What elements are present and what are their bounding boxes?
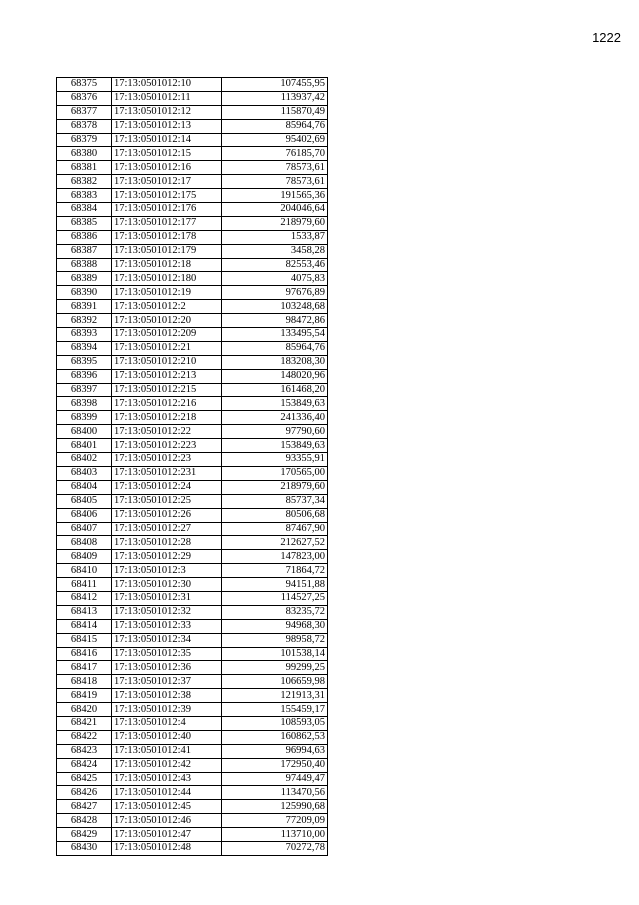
- cadastral-value-cell: 94968,30: [222, 619, 328, 633]
- row-number-cell: 68399: [57, 411, 112, 425]
- row-number-cell: 68386: [57, 230, 112, 244]
- table-row: [57, 619, 328, 633]
- table-row: [57, 466, 328, 480]
- cadastral-number-cell: 17:13:0501012:11: [112, 91, 222, 105]
- table-row: [57, 633, 328, 647]
- cadastral-value-cell: 87467,90: [222, 522, 328, 536]
- table-row: [57, 230, 328, 244]
- table-row: [57, 355, 328, 369]
- cadastral-number-cell: 17:13:0501012:46: [112, 814, 222, 828]
- row-number-cell: 68407: [57, 522, 112, 536]
- cadastral-number-cell: 17:13:0501012:30: [112, 578, 222, 592]
- cadastral-number-cell: 17:13:0501012:209: [112, 328, 222, 342]
- row-number-cell: 68424: [57, 758, 112, 772]
- row-number-cell: 68392: [57, 314, 112, 328]
- table-row: [57, 661, 328, 675]
- row-number-cell: 68398: [57, 397, 112, 411]
- row-number-cell: 68376: [57, 91, 112, 105]
- table-row: [57, 744, 328, 758]
- row-number-cell: 68390: [57, 286, 112, 300]
- cadastral-value-cell: 98958,72: [222, 633, 328, 647]
- row-number-cell: 68416: [57, 647, 112, 661]
- cadastral-value-cell: 148020,96: [222, 369, 328, 383]
- table-row: [57, 494, 328, 508]
- row-number-cell: 68427: [57, 800, 112, 814]
- cadastral-number-cell: 17:13:0501012:215: [112, 383, 222, 397]
- cadastral-value-cell: 99299,25: [222, 661, 328, 675]
- cadastral-number-cell: 17:13:0501012:43: [112, 772, 222, 786]
- cadastral-number-cell: 17:13:0501012:42: [112, 758, 222, 772]
- cadastral-value-cell: 113937,42: [222, 91, 328, 105]
- cadastral-value-cell: 212627,52: [222, 536, 328, 550]
- table-row: [57, 286, 328, 300]
- table-row: [57, 78, 328, 92]
- row-number-cell: 68389: [57, 272, 112, 286]
- row-number-cell: 68383: [57, 189, 112, 203]
- table-row: [57, 133, 328, 147]
- table-row: [57, 453, 328, 467]
- cadastral-number-cell: 17:13:0501012:39: [112, 703, 222, 717]
- row-number-cell: 68391: [57, 300, 112, 314]
- row-number-cell: 68413: [57, 605, 112, 619]
- table-row: [57, 397, 328, 411]
- cadastral-value-cell: 70272,78: [222, 841, 328, 855]
- cadastral-value-cell: 96994,63: [222, 744, 328, 758]
- row-number-cell: 68395: [57, 355, 112, 369]
- cadastral-value-cell: 153849,63: [222, 439, 328, 453]
- row-number-cell: 68382: [57, 175, 112, 189]
- cadastral-value-cell: 114527,25: [222, 591, 328, 605]
- cadastral-number-cell: 17:13:0501012:14: [112, 133, 222, 147]
- cadastral-number-cell: 17:13:0501012:218: [112, 411, 222, 425]
- cadastral-value-cell: 3458,28: [222, 244, 328, 258]
- cadastral-value-cell: 107455,95: [222, 78, 328, 92]
- row-number-cell: 68402: [57, 453, 112, 467]
- table-row: [57, 369, 328, 383]
- table-row: [57, 300, 328, 314]
- table-row: [57, 425, 328, 439]
- cadastral-value-cell: 76185,70: [222, 147, 328, 161]
- cadastral-number-cell: 17:13:0501012:29: [112, 550, 222, 564]
- table-row: [57, 536, 328, 550]
- table-row: [57, 189, 328, 203]
- cadastral-value-cell: 85964,76: [222, 341, 328, 355]
- cadastral-number-cell: 17:13:0501012:20: [112, 314, 222, 328]
- row-number-cell: 68421: [57, 716, 112, 730]
- cadastral-value-cell: 98472,86: [222, 314, 328, 328]
- cadastral-value-cell: 77209,09: [222, 814, 328, 828]
- table-row: [57, 216, 328, 230]
- cadastral-number-cell: 17:13:0501012:16: [112, 161, 222, 175]
- cadastral-number-cell: 17:13:0501012:37: [112, 675, 222, 689]
- cadastral-number-cell: 17:13:0501012:44: [112, 786, 222, 800]
- cadastral-number-cell: 17:13:0501012:3: [112, 564, 222, 578]
- cadastral-value-cell: 82553,46: [222, 258, 328, 272]
- table-row: [57, 314, 328, 328]
- cadastral-value-cell: 155459,17: [222, 703, 328, 717]
- row-number-cell: 68415: [57, 633, 112, 647]
- table-row: [57, 522, 328, 536]
- row-number-cell: 68404: [57, 480, 112, 494]
- table-row: [57, 480, 328, 494]
- row-number-cell: 68430: [57, 841, 112, 855]
- cadastral-number-cell: 17:13:0501012:33: [112, 619, 222, 633]
- cadastral-value-cell: 108593,05: [222, 716, 328, 730]
- cadastral-value-cell: 1533,87: [222, 230, 328, 244]
- cadastral-number-cell: 17:13:0501012:10: [112, 78, 222, 92]
- table-row: [57, 591, 328, 605]
- page-number: 1222: [592, 30, 621, 45]
- table-row: [57, 341, 328, 355]
- cadastral-number-cell: 17:13:0501012:179: [112, 244, 222, 258]
- cadastral-value-cell: 93355,91: [222, 453, 328, 467]
- cadastral-number-cell: 17:13:0501012:25: [112, 494, 222, 508]
- table-row: [57, 244, 328, 258]
- cadastral-number-cell: 17:13:0501012:4: [112, 716, 222, 730]
- row-number-cell: 68414: [57, 619, 112, 633]
- cadastral-number-cell: 17:13:0501012:175: [112, 189, 222, 203]
- table-row: [57, 203, 328, 217]
- row-number-cell: 68428: [57, 814, 112, 828]
- row-number-cell: 68417: [57, 661, 112, 675]
- cadastral-number-cell: 17:13:0501012:45: [112, 800, 222, 814]
- cadastral-number-cell: 17:13:0501012:213: [112, 369, 222, 383]
- table-row: [57, 841, 328, 855]
- row-number-cell: 68429: [57, 828, 112, 842]
- cadastral-value-cell: 97790,60: [222, 425, 328, 439]
- cadastral-value-cell: 4075,83: [222, 272, 328, 286]
- row-number-cell: 68394: [57, 341, 112, 355]
- cadastral-number-cell: 17:13:0501012:178: [112, 230, 222, 244]
- table-row: [57, 439, 328, 453]
- row-number-cell: 68408: [57, 536, 112, 550]
- cadastral-value-cell: 94151,88: [222, 578, 328, 592]
- row-number-cell: 68397: [57, 383, 112, 397]
- cadastral-number-cell: 17:13:0501012:23: [112, 453, 222, 467]
- row-number-cell: 68393: [57, 328, 112, 342]
- cadastral-value-cell: 161468,20: [222, 383, 328, 397]
- cadastral-number-cell: 17:13:0501012:17: [112, 175, 222, 189]
- table-row: [57, 758, 328, 772]
- row-number-cell: 68384: [57, 203, 112, 217]
- cadastral-number-cell: 17:13:0501012:21: [112, 341, 222, 355]
- cadastral-number-cell: 17:13:0501012:223: [112, 439, 222, 453]
- row-number-cell: 68410: [57, 564, 112, 578]
- cadastral-number-cell: 17:13:0501012:40: [112, 730, 222, 744]
- cadastral-value-cell: 85737,34: [222, 494, 328, 508]
- cadastral-value-cell: 160862,53: [222, 730, 328, 744]
- cadastral-number-cell: 17:13:0501012:180: [112, 272, 222, 286]
- cadastral-value-cell: 101538,14: [222, 647, 328, 661]
- cadastral-value-cell: 95402,69: [222, 133, 328, 147]
- row-number-cell: 68375: [57, 78, 112, 92]
- table-row: [57, 258, 328, 272]
- table-row: [57, 272, 328, 286]
- cadastral-number-cell: 17:13:0501012:27: [112, 522, 222, 536]
- row-number-cell: 68412: [57, 591, 112, 605]
- cadastral-number-cell: 17:13:0501012:12: [112, 105, 222, 119]
- table-row: [57, 814, 328, 828]
- cadastral-value-cell: 113710,00: [222, 828, 328, 842]
- row-number-cell: 68377: [57, 105, 112, 119]
- cadastral-value-cell: 97676,89: [222, 286, 328, 300]
- row-number-cell: 68385: [57, 216, 112, 230]
- cadastral-number-cell: 17:13:0501012:35: [112, 647, 222, 661]
- cadastral-number-cell: 17:13:0501012:210: [112, 355, 222, 369]
- table-row: [57, 508, 328, 522]
- cadastral-value-cell: 183208,30: [222, 355, 328, 369]
- cadastral-number-cell: 17:13:0501012:19: [112, 286, 222, 300]
- row-number-cell: 68401: [57, 439, 112, 453]
- row-number-cell: 68419: [57, 689, 112, 703]
- cadastral-value-cell: 241336,40: [222, 411, 328, 425]
- cadastral-number-cell: 17:13:0501012:34: [112, 633, 222, 647]
- cadastral-number-cell: 17:13:0501012:47: [112, 828, 222, 842]
- table-row: [57, 105, 328, 119]
- table-row: [57, 800, 328, 814]
- cadastral-value-cell: 83235,72: [222, 605, 328, 619]
- row-number-cell: 68425: [57, 772, 112, 786]
- cadastral-number-cell: 17:13:0501012:231: [112, 466, 222, 480]
- table-row: [57, 689, 328, 703]
- row-number-cell: 68406: [57, 508, 112, 522]
- row-number-cell: 68420: [57, 703, 112, 717]
- row-number-cell: 68387: [57, 244, 112, 258]
- table-body: [57, 78, 328, 856]
- cadastral-value-cell: 191565,36: [222, 189, 328, 203]
- cadastral-value-cell: 153849,63: [222, 397, 328, 411]
- cadastral-value-cell: 125990,68: [222, 800, 328, 814]
- data-table: [56, 77, 328, 856]
- row-number-cell: 68426: [57, 786, 112, 800]
- cadastral-value-cell: 71864,72: [222, 564, 328, 578]
- cadastral-number-cell: 17:13:0501012:13: [112, 119, 222, 133]
- table-row: [57, 328, 328, 342]
- cadastral-number-cell: 17:13:0501012:31: [112, 591, 222, 605]
- row-number-cell: 68400: [57, 425, 112, 439]
- row-number-cell: 68418: [57, 675, 112, 689]
- cadastral-value-cell: 133495,54: [222, 328, 328, 342]
- table-row: [57, 772, 328, 786]
- table-row: [57, 647, 328, 661]
- cadastral-number-cell: 17:13:0501012:176: [112, 203, 222, 217]
- row-number-cell: 68423: [57, 744, 112, 758]
- cadastral-value-cell: 80506,68: [222, 508, 328, 522]
- table-row: [57, 119, 328, 133]
- table-row: [57, 550, 328, 564]
- cadastral-value-cell: 147823,00: [222, 550, 328, 564]
- row-number-cell: 68411: [57, 578, 112, 592]
- cadastral-value-cell: 121913,31: [222, 689, 328, 703]
- cadastral-number-cell: 17:13:0501012:28: [112, 536, 222, 550]
- cadastral-number-cell: 17:13:0501012:177: [112, 216, 222, 230]
- table-row: [57, 716, 328, 730]
- table-row: [57, 786, 328, 800]
- table-row: [57, 675, 328, 689]
- row-number-cell: 68381: [57, 161, 112, 175]
- cadastral-value-cell: 172950,40: [222, 758, 328, 772]
- cadastral-value-cell: 78573,61: [222, 175, 328, 189]
- table-row: [57, 91, 328, 105]
- cadastral-number-cell: 17:13:0501012:2: [112, 300, 222, 314]
- cadastral-value-cell: 218979,60: [222, 480, 328, 494]
- table-row: [57, 828, 328, 842]
- row-number-cell: 68422: [57, 730, 112, 744]
- table-row: [57, 730, 328, 744]
- cadastral-value-cell: 218979,60: [222, 216, 328, 230]
- cadastral-number-cell: 17:13:0501012:22: [112, 425, 222, 439]
- cadastral-value-cell: 106659,98: [222, 675, 328, 689]
- cadastral-value-cell: 85964,76: [222, 119, 328, 133]
- cadastral-number-cell: 17:13:0501012:38: [112, 689, 222, 703]
- table-row: [57, 147, 328, 161]
- table-row: [57, 703, 328, 717]
- cadastral-number-cell: 17:13:0501012:18: [112, 258, 222, 272]
- row-number-cell: 68409: [57, 550, 112, 564]
- cadastral-number-cell: 17:13:0501012:26: [112, 508, 222, 522]
- table-row: [57, 578, 328, 592]
- cadastral-value-cell: 115870,49: [222, 105, 328, 119]
- table-row: [57, 175, 328, 189]
- cadastral-value-cell: 103248,68: [222, 300, 328, 314]
- row-number-cell: 68396: [57, 369, 112, 383]
- row-number-cell: 68379: [57, 133, 112, 147]
- cadastral-value-cell: 204046,64: [222, 203, 328, 217]
- cadastral-number-cell: 17:13:0501012:36: [112, 661, 222, 675]
- table-row: [57, 411, 328, 425]
- cadastral-number-cell: 17:13:0501012:41: [112, 744, 222, 758]
- cadastral-value-cell: 97449,47: [222, 772, 328, 786]
- cadastral-number-cell: 17:13:0501012:32: [112, 605, 222, 619]
- table-row: [57, 161, 328, 175]
- cadastral-number-cell: 17:13:0501012:48: [112, 841, 222, 855]
- cadastral-value-cell: 170565,00: [222, 466, 328, 480]
- table-row: [57, 383, 328, 397]
- cadastral-value-cell: 113470,56: [222, 786, 328, 800]
- cadastral-number-cell: 17:13:0501012:15: [112, 147, 222, 161]
- row-number-cell: 68378: [57, 119, 112, 133]
- row-number-cell: 68405: [57, 494, 112, 508]
- row-number-cell: 68380: [57, 147, 112, 161]
- table-row: [57, 605, 328, 619]
- row-number-cell: 68388: [57, 258, 112, 272]
- cadastral-number-cell: 17:13:0501012:24: [112, 480, 222, 494]
- cadastral-value-cell: 78573,61: [222, 161, 328, 175]
- table-row: [57, 564, 328, 578]
- cadastral-number-cell: 17:13:0501012:216: [112, 397, 222, 411]
- row-number-cell: 68403: [57, 466, 112, 480]
